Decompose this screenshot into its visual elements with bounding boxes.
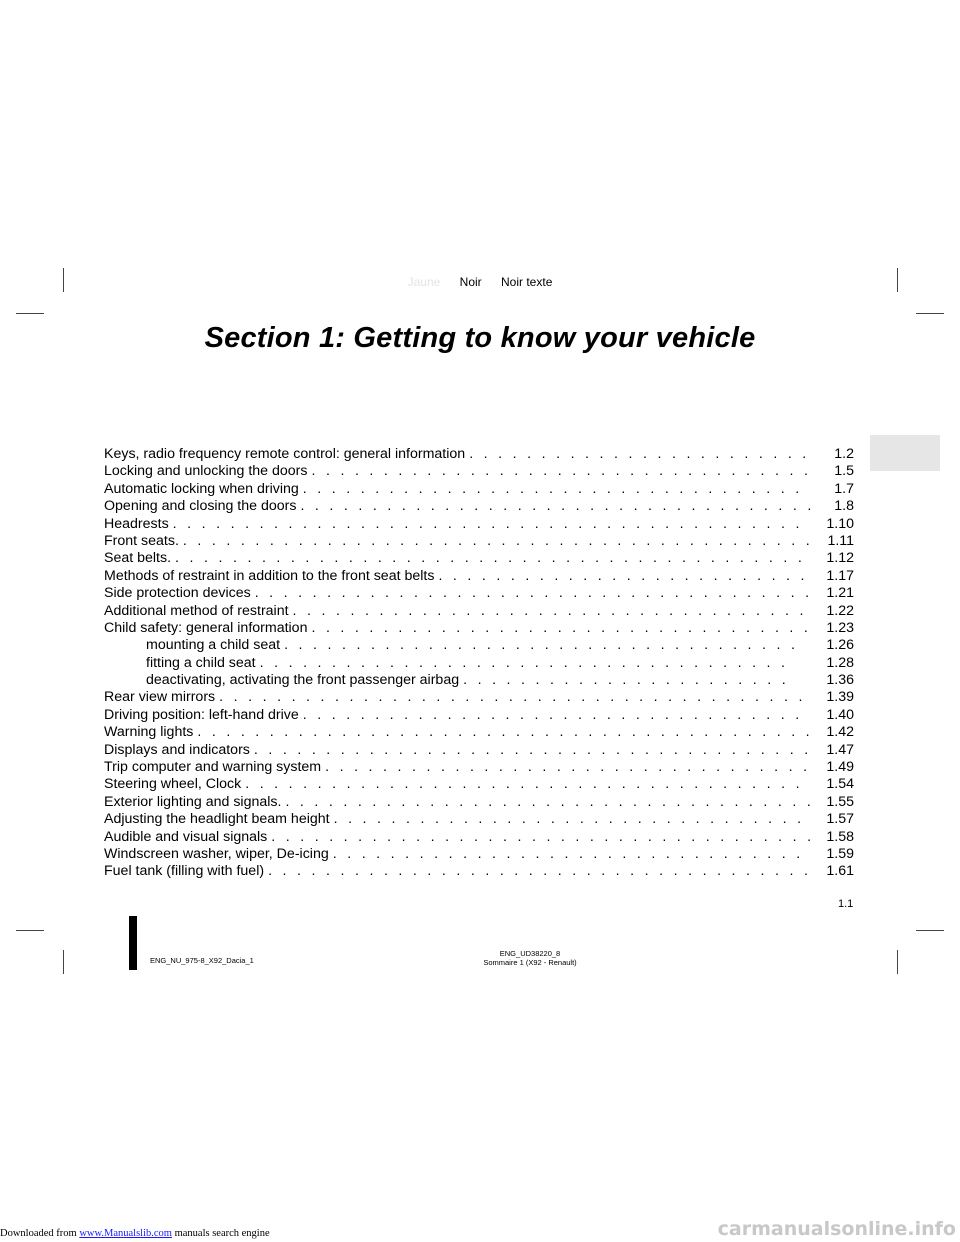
crop-mark: [16, 930, 44, 931]
toc-entry-page: 1.12: [826, 550, 854, 567]
toc-entry-page: 1.11: [827, 532, 854, 549]
toc-entry[interactable]: [104, 550, 854, 567]
toc-entry-label: Side protection devices: [104, 585, 251, 602]
color-label: Noir texte: [501, 275, 553, 289]
toc-entry[interactable]: [104, 811, 854, 828]
toc-entry-page: 1.58: [826, 828, 854, 845]
toc-entry[interactable]: [104, 655, 854, 672]
toc-entry[interactable]: [104, 689, 854, 706]
toc-leader-dots: [311, 620, 810, 636]
toc-entry-label: Additional method of restraint: [104, 602, 289, 619]
toc-entry[interactable]: [104, 759, 854, 776]
toc-entry-label: fitting a child seat: [146, 654, 256, 671]
toc-entry-page: 1.21: [826, 585, 854, 602]
doc-code-right-line1: ENG_UD38220_8: [499, 949, 561, 958]
toc-entry-page: 1.28: [826, 654, 854, 671]
toc-entry-page: 1.8: [834, 498, 854, 515]
toc-entry-page: 1.57: [826, 811, 854, 828]
toc-entry[interactable]: [104, 498, 854, 515]
toc-entry[interactable]: [104, 446, 854, 463]
toc-entry-label: Warning lights: [104, 724, 194, 741]
toc-entry-page: 1.17: [826, 567, 854, 584]
toc-entry[interactable]: [104, 603, 854, 620]
toc-leader-dots: [254, 742, 810, 758]
toc-entry-page: 1.49: [826, 759, 854, 776]
toc-leader-dots: [293, 603, 810, 619]
toc-entry-label: Headrests: [104, 515, 169, 532]
page-number: 1.1: [838, 898, 854, 910]
table-of-contents: [104, 446, 854, 881]
toc-entry[interactable]: [104, 481, 854, 498]
toc-entry-label: deactivating, activating the front passenger airbag: [146, 672, 460, 689]
toc-entry-label: Automatic locking when driving: [104, 480, 299, 497]
toc-entry-page: 1.54: [826, 776, 854, 793]
crop-mark: [916, 930, 944, 931]
toc-entry-page: 1.47: [826, 741, 854, 758]
toc-leader-dots: [463, 672, 794, 688]
color-separation-labels: [0, 275, 960, 289]
toc-entry-label: Child safety: general information: [104, 619, 308, 636]
toc-leader-dots: [300, 498, 810, 514]
toc-leader-dots: [333, 846, 810, 862]
toc-leader-dots: [175, 550, 810, 566]
toc-entry[interactable]: [104, 672, 854, 689]
toc-leader-dots: [268, 863, 810, 879]
toc-leader-dots: [438, 568, 810, 584]
toc-entry[interactable]: [104, 637, 854, 654]
toc-leader-dots: [303, 707, 810, 723]
toc-entry-page: 1.2: [834, 446, 854, 462]
toc-leader-dots: [271, 829, 810, 845]
toc-leader-dots: [183, 533, 810, 549]
toc-leader-dots: [334, 811, 810, 827]
doc-code-right-line2: Sommaire 1 (X92 - Renault): [483, 957, 577, 967]
toc-entry[interactable]: [104, 846, 854, 863]
toc-entry[interactable]: [104, 829, 854, 846]
toc-entry-label: Opening and closing the doors: [104, 498, 297, 515]
toc-entry-label: Rear view mirrors: [104, 689, 216, 706]
toc-entry-page: 1.42: [826, 724, 854, 741]
toc-entry[interactable]: [104, 463, 854, 480]
toc-entry-page: 1.10: [826, 515, 854, 532]
toc-leader-dots: [245, 776, 810, 792]
toc-leader-dots: [284, 637, 794, 653]
watermark: carmanualsonline.info: [717, 1218, 956, 1240]
toc-entry-page: 1.39: [826, 689, 854, 706]
toc-entry[interactable]: [104, 724, 854, 741]
toc-entry-label: Exterior lighting and signals.: [104, 793, 282, 810]
download-footer: [0, 1228, 270, 1239]
section-title: Section 1: Getting to know your vehicle: [204, 322, 756, 354]
toc-entry-page: 1.22: [826, 602, 854, 619]
toc-leader-dots: [255, 585, 810, 601]
toc-entry[interactable]: [104, 863, 854, 880]
crop-mark: [897, 950, 898, 974]
color-label: Jaune: [407, 275, 441, 289]
toc-leader-dots: [260, 655, 794, 671]
section-tab: [870, 435, 940, 471]
toc-entry-label: Adjusting the headlight beam height: [104, 811, 330, 828]
toc-leader-dots: [197, 724, 810, 740]
toc-entry-label: Driving position: left-hand drive: [104, 706, 299, 723]
toc-entry-label: Windscreen washer, wiper, De-icing: [104, 845, 329, 862]
toc-entry-label: Fuel tank (filling with fuel): [104, 863, 265, 880]
toc-entry[interactable]: [104, 707, 854, 724]
toc-entry-label: Trip computer and warning system: [104, 759, 322, 776]
margin-bar: [129, 916, 137, 970]
toc-leader-dots: [312, 463, 811, 479]
toc-entry-page: 1.59: [826, 845, 854, 862]
toc-leader-dots: [325, 759, 810, 775]
toc-entry[interactable]: [104, 742, 854, 759]
toc-entry[interactable]: [104, 620, 854, 637]
toc-entry[interactable]: [104, 776, 854, 793]
toc-entry-page: 1.40: [826, 706, 854, 723]
toc-entry-page: 1.61: [826, 863, 854, 880]
crop-mark: [63, 950, 64, 974]
toc-leader-dots: [303, 481, 810, 497]
toc-entry-page: 1.26: [826, 637, 854, 654]
toc-entry-page: 1.5: [834, 463, 854, 480]
toc-entry[interactable]: [104, 516, 854, 533]
toc-entry-label: Audible and visual signals: [104, 828, 268, 845]
toc-entry[interactable]: [104, 794, 854, 811]
toc-entry-label: Keys, radio frequency remote control: general information: [104, 446, 466, 462]
toc-entry-label: Locking and unlocking the doors: [104, 463, 308, 480]
crop-mark: [916, 313, 944, 314]
toc-entry-label: mounting a child seat: [146, 637, 281, 654]
toc-entry-label: Front seats.: [104, 532, 179, 549]
toc-entry-page: 1.36: [826, 672, 854, 689]
footer-suffix: manuals search engine: [171, 1228, 270, 1239]
doc-code-right: [430, 950, 630, 967]
crop-mark: [16, 313, 44, 314]
color-label: Noir: [459, 275, 482, 289]
toc-entry[interactable]: [104, 568, 854, 585]
toc-leader-dots: [469, 446, 810, 462]
toc-entry-label: Displays and indicators: [104, 741, 250, 758]
toc-entry-label: Methods of restraint in addition to the front seat belts: [104, 567, 435, 584]
toc-leader-dots: [173, 516, 810, 532]
toc-entry-page: 1.7: [834, 480, 854, 497]
toc-entry-page: 1.23: [826, 619, 854, 636]
doc-code-left: ENG_NU_975-8_X92_Dacia_1: [150, 956, 254, 965]
toc-entry-page: 1.55: [826, 793, 854, 810]
toc-entry[interactable]: [104, 533, 854, 550]
toc-entry[interactable]: [104, 585, 854, 602]
toc-leader-dots: [219, 689, 810, 705]
toc-entry-label: Steering wheel, Clock: [104, 776, 242, 793]
footer-prefix: Downloaded from: [0, 1228, 80, 1239]
manualslib-link[interactable]: www.Manualslib.com: [79, 1228, 172, 1239]
toc-leader-dots: [285, 794, 810, 810]
toc-entry-label: Seat belts.: [104, 550, 172, 567]
